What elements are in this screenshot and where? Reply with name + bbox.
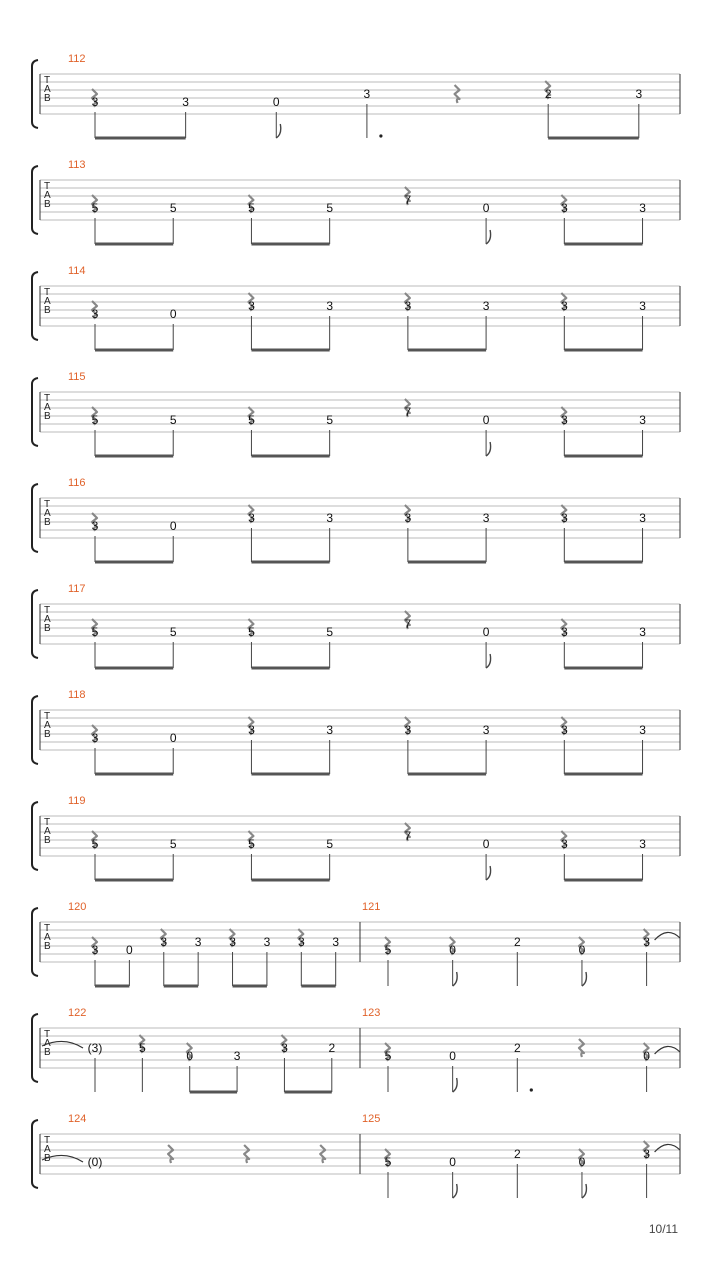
system-bracket	[32, 166, 38, 234]
fret-number: 3	[482, 511, 490, 525]
system-bracket	[32, 60, 38, 128]
fret-number: 0	[643, 1049, 650, 1063]
system-bracket	[32, 1120, 38, 1188]
fret-number: 3	[91, 307, 99, 321]
measure-number: 117	[68, 583, 86, 595]
fret-number: 5	[91, 201, 99, 215]
tab-clef-letter: T	[44, 499, 51, 510]
fret-number: 0	[169, 519, 177, 533]
fret-number: 5	[248, 413, 255, 427]
fret-number: 3	[297, 935, 305, 949]
fret-number: 0	[482, 201, 490, 215]
fret-number: 5	[91, 625, 99, 639]
rest-symbol	[244, 1145, 249, 1163]
fret-number: 0	[126, 943, 133, 957]
fret-number: 2	[513, 935, 521, 949]
measure-number: 112	[68, 53, 86, 65]
fret-number: 0	[186, 1049, 194, 1063]
note-flag	[276, 124, 281, 138]
measure-number: 123	[362, 1007, 381, 1019]
fret-number: 3	[560, 201, 568, 215]
fret-number: 3	[326, 299, 334, 313]
fret-number: 7	[404, 193, 412, 207]
note-flag	[453, 1078, 458, 1092]
fret-number: 3	[643, 935, 650, 949]
fret-number: 3	[560, 837, 568, 851]
fret-number: 3	[182, 95, 189, 109]
fret-number: 2	[328, 1041, 336, 1055]
measure-number: 115	[68, 371, 86, 383]
measure-number: 124	[68, 1113, 87, 1125]
tie-arc	[655, 1144, 680, 1152]
fret-number: 3	[91, 943, 99, 957]
fret-number: 0	[482, 625, 490, 639]
fret-number: 3	[91, 95, 99, 109]
fret-number: 3	[91, 519, 99, 533]
tab-clef-letter: B	[44, 305, 51, 316]
fret-number: 5	[326, 413, 334, 427]
fret-number: 3	[404, 511, 412, 525]
fret-number: 0	[449, 943, 456, 957]
fret-number: 2	[544, 87, 552, 101]
fret-number: 5	[169, 413, 177, 427]
fret-number: 7	[404, 617, 412, 631]
rest-symbol	[320, 1145, 325, 1163]
note-flag	[453, 972, 458, 986]
fret-number: 3	[248, 299, 255, 313]
fret-number: 3	[643, 1147, 650, 1161]
tab-clef-letter: T	[44, 287, 51, 298]
fret-number: 0	[169, 731, 177, 745]
fret-number: 5	[91, 413, 99, 427]
system-bracket	[32, 696, 38, 764]
system-bracket	[32, 908, 38, 976]
system-bracket	[32, 1014, 38, 1082]
measure-number: 113	[68, 159, 86, 171]
fret-number: 3	[560, 413, 568, 427]
note-flag	[486, 442, 491, 456]
fret-number: 3	[263, 935, 271, 949]
measure-number: 118	[68, 689, 86, 701]
tab-clef-letter: A	[44, 402, 51, 413]
measure-number: 114	[68, 265, 86, 277]
fret-number: 3	[160, 935, 168, 949]
fret-number: 5	[169, 837, 177, 851]
fret-number: 3	[363, 87, 371, 101]
tab-clef-letter: A	[44, 826, 51, 837]
fret-number: 5	[248, 625, 255, 639]
system-bracket	[32, 272, 38, 340]
note-flag	[582, 972, 587, 986]
fret-number: 5	[169, 625, 177, 639]
fret-number: 5	[248, 837, 255, 851]
fret-number: 3	[233, 1049, 241, 1063]
tab-clef-letter: B	[44, 199, 51, 210]
tab-clef-letter: T	[44, 923, 51, 934]
note-flag	[486, 866, 491, 880]
fret-number: 3	[635, 87, 643, 101]
tab-clef-letter: B	[44, 941, 51, 952]
tab-clef-letter: T	[44, 393, 51, 404]
tab-clef-letter: A	[44, 508, 51, 519]
fret-number: 5	[326, 201, 334, 215]
measure-number: 121	[362, 901, 381, 913]
fret-number: 5	[384, 1155, 392, 1169]
measure-number: 122	[68, 1007, 87, 1019]
fret-number: 3	[560, 625, 568, 639]
tab-clef-letter: T	[44, 1029, 51, 1040]
system-bracket	[32, 484, 38, 552]
fret-number: 3	[639, 511, 646, 525]
tab-clef-letter: A	[44, 932, 51, 943]
fret-number: 5	[169, 201, 177, 215]
measure-number: 119	[68, 795, 86, 807]
fret-number: 3	[91, 731, 99, 745]
tab-clef-letter: T	[44, 181, 51, 192]
fret-number: 3	[194, 935, 202, 949]
tab-clef-letter: B	[44, 729, 51, 740]
tab-clef-letter: A	[44, 190, 51, 201]
rest-symbol	[168, 1145, 173, 1163]
fret-number: 5	[91, 837, 99, 851]
fret-number: 3	[639, 723, 646, 737]
fret-number: 3	[560, 299, 568, 313]
tab-clef-letter: A	[44, 296, 51, 307]
fret-number: 5	[384, 1049, 392, 1063]
fret-number: 0	[482, 413, 490, 427]
tie-arc	[655, 932, 680, 940]
system-bracket	[32, 590, 38, 658]
fret-number: 3	[639, 201, 646, 215]
rest-symbol	[579, 1039, 584, 1057]
fret-number: 0	[449, 1155, 456, 1169]
fret-number: 3	[326, 511, 334, 525]
tab-clef-letter: T	[44, 75, 51, 86]
fret-number: 0	[578, 943, 586, 957]
note-flag	[582, 1184, 587, 1198]
tab-clef-letter: A	[44, 720, 51, 731]
fret-number: 3	[482, 723, 490, 737]
fret-number: 3	[560, 723, 568, 737]
tab-clef-letter: B	[44, 517, 51, 528]
fret-number: 2	[513, 1147, 521, 1161]
tab-clef-letter: T	[44, 1135, 51, 1146]
fret-number: 3	[639, 837, 646, 851]
fret-number: 3	[639, 299, 646, 313]
fret-number: 3	[332, 935, 340, 949]
system-bracket	[32, 802, 38, 870]
fret-number: 3	[326, 723, 334, 737]
fret-number: 3	[404, 299, 412, 313]
fret-number: 5	[384, 943, 392, 957]
fret-number: 3	[639, 413, 646, 427]
fret-number: 5	[248, 201, 255, 215]
rest-symbol	[455, 85, 460, 103]
note-flag	[486, 230, 491, 244]
duration-dot	[530, 1088, 533, 1091]
fret-number: (3)	[87, 1041, 103, 1055]
fret-number: 3	[281, 1041, 288, 1055]
measure-number: 120	[68, 901, 87, 913]
fret-number: 0	[272, 95, 280, 109]
tab-clef-letter: B	[44, 835, 51, 846]
tab-clef-letter: B	[44, 623, 51, 634]
tab-clef-letter: A	[44, 614, 51, 625]
fret-number: 3	[639, 625, 646, 639]
tab-clef-letter: A	[44, 1144, 51, 1155]
fret-number: 2	[513, 1041, 521, 1055]
tie-arc	[655, 1046, 680, 1054]
fret-number: 5	[326, 625, 334, 639]
note-flag	[486, 654, 491, 668]
fret-number: 3	[248, 511, 255, 525]
fret-number: 3	[229, 935, 236, 949]
fret-number: (0)	[87, 1155, 103, 1169]
tab-clef-letter: T	[44, 817, 51, 828]
fret-number: 3	[248, 723, 255, 737]
tab-clef-letter: A	[44, 84, 51, 95]
tab-clef-letter: B	[44, 1047, 51, 1058]
fret-number: 5	[139, 1041, 146, 1055]
measure-number: 125	[362, 1113, 381, 1125]
tab-clef-letter: B	[44, 93, 51, 104]
measure-number: 116	[68, 477, 86, 489]
fret-number: 0	[449, 1049, 456, 1063]
tab-clef-letter: T	[44, 711, 51, 722]
fret-number: 7	[404, 829, 412, 843]
fret-number: 5	[326, 837, 334, 851]
system-bracket	[32, 378, 38, 446]
note-flag	[453, 1184, 458, 1198]
page-number: 10/11	[648, 1222, 678, 1236]
tab-clef-letter: B	[44, 411, 51, 422]
fret-number: 0	[169, 307, 177, 321]
fret-number: 0	[578, 1155, 586, 1169]
fret-number: 3	[560, 511, 568, 525]
fret-number: 3	[404, 723, 412, 737]
tab-clef-letter: B	[44, 1153, 51, 1164]
fret-number: 0	[482, 837, 490, 851]
tab-clef-letter: T	[44, 605, 51, 616]
fret-number: 3	[482, 299, 490, 313]
fret-number: 7	[404, 405, 412, 419]
tab-clef-letter: A	[44, 1038, 51, 1049]
duration-dot	[379, 134, 382, 137]
